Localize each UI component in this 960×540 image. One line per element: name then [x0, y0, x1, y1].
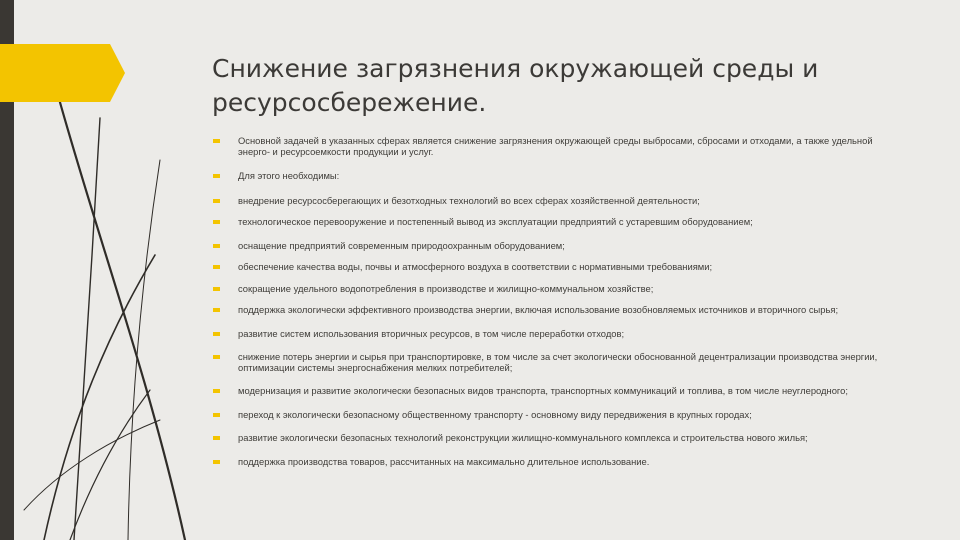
- bullet-text: снижение потерь энергии и сырья при транспортировке, в том числе за счет экологически обоснованной децентрализации производства энергии, оптимизации системы энергоснабжения мелких потребителей;: [238, 351, 878, 373]
- bullet-marker: [213, 308, 220, 312]
- bullet-text: технологическое перевооружение и постепенный вывод из эксплуатации предприятий с устаревшим оборудованием;: [238, 216, 753, 227]
- list-item: [212, 262, 902, 273]
- bullet-text: Основной задачей в указанных сферах является снижение загрязнения окружающей среды выбросами, сбросами и отходами, а также удельной энерго- и ресурсоемкости продукции и услуг.: [238, 135, 873, 157]
- list-item: [212, 329, 902, 340]
- bullet-text: Для этого необходимы:: [238, 170, 340, 181]
- list-item: [212, 305, 902, 316]
- list-item: [212, 410, 902, 421]
- bullet-list: [212, 136, 902, 467]
- list-item: [212, 433, 902, 444]
- bullet-marker: [213, 174, 220, 178]
- bullet-marker: [213, 220, 220, 224]
- bullet-text: развитие экологически безопасных технологий реконструкции жилищно-коммунального комплекса и строительства нового жилья;: [238, 432, 808, 443]
- bullet-text: развитие систем использования вторичных ресурсов, в том числе переработки отходов;: [238, 327, 625, 339]
- bullet-marker: [213, 332, 220, 336]
- list-item: [212, 386, 902, 397]
- bullet-text: сокращение удельного водопотребления в производстве и жилищно-коммунальном хозяйстве;: [238, 282, 654, 294]
- bullet-text: внедрение ресурсосберегающих и безотходных технологий во всех сферах хозяйственной деятельности;: [238, 194, 700, 206]
- bullet-marker: [213, 355, 220, 359]
- bullet-marker: [213, 139, 220, 143]
- slide-title: Снижение загрязнения окружающей среды и ресурсосбережение.: [212, 54, 819, 117]
- list-item: [212, 241, 902, 252]
- list-item: [212, 457, 902, 468]
- list-item: [212, 196, 902, 207]
- list-item: [212, 352, 902, 373]
- bullet-marker: [213, 244, 220, 248]
- bullet-marker: [213, 199, 220, 203]
- bullet-marker: [213, 287, 220, 291]
- list-item: [212, 217, 902, 228]
- bullet-marker: [213, 265, 220, 269]
- bullet-text: поддержка производства товаров, рассчитанных на максимально длительное использование.: [238, 455, 650, 467]
- bullet-marker: [213, 413, 220, 417]
- bullet-text: поддержка экологически эффективного производства энергии, включая использование возобновляемых источников и вторичного сырья;: [238, 304, 839, 315]
- bullet-text: модернизация и развитие экологически безопасных видов транспорта, транспортных коммуникаций и топлива, в том числе неуглеродного;: [238, 385, 848, 396]
- list-item: [212, 136, 902, 157]
- bullet-marker: [213, 436, 220, 440]
- list-item: [212, 284, 902, 295]
- list-item: [212, 171, 902, 182]
- bullet-marker: [213, 389, 220, 393]
- title-accent-tab: [0, 44, 125, 102]
- bullet-text: оснащение предприятий современным природоохранным оборудованием;: [238, 239, 565, 251]
- bullet-text: переход к экологически безопасному общественному транспорту - основному виду передвижения в крупных городах;: [238, 408, 752, 420]
- bullet-text: обеспечение качества воды, почвы и атмосферного воздуха в соответствии с нормативными требованиями;: [238, 261, 713, 272]
- bullet-marker: [213, 460, 220, 464]
